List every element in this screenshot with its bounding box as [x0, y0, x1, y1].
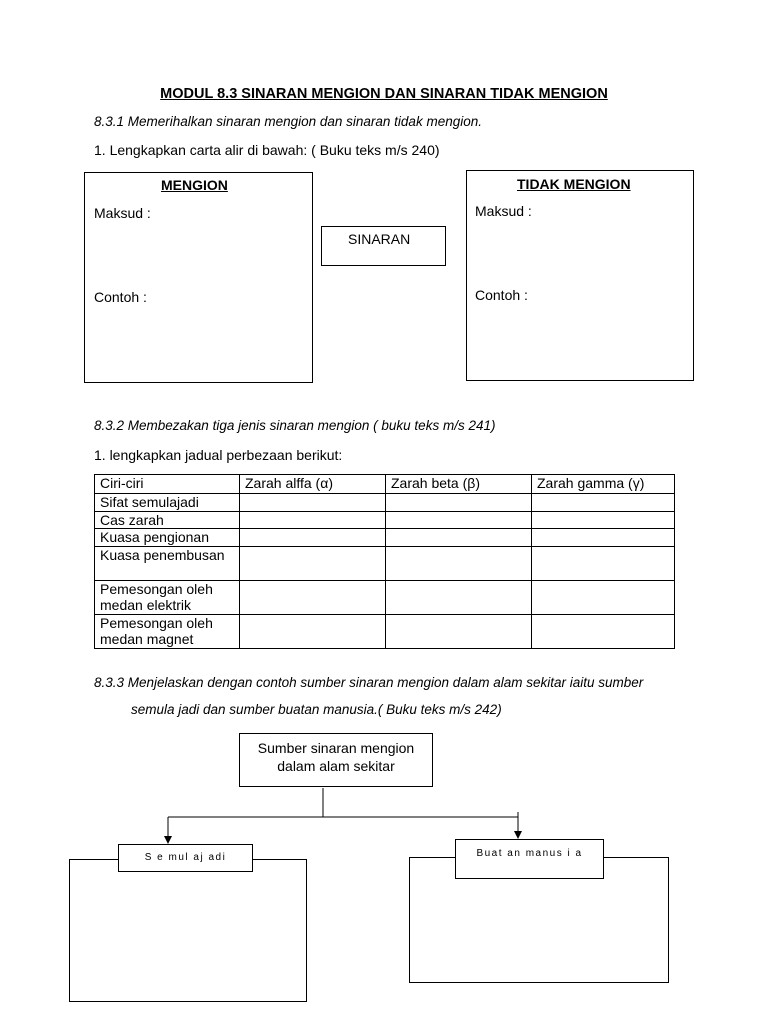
section-8-3-3-heading-line1: 8.3.3 Menjelaskan dengan contoh sumber sinaran mengion dalam alam sekitar iaitu sumber — [94, 675, 644, 690]
section-8-3-2-heading: 8.3.2 Membezakan tiga jenis sinaran mengion ( buku teks m/s 241) — [94, 418, 496, 433]
table-row-label: Pemesongan oleh medan magnet — [95, 615, 240, 649]
section-8-3-3-heading-line2: semula jadi dan sumber buatan manusia.( Buku teks m/s 242) — [131, 702, 502, 717]
table-header-cell: Zarah beta (β) — [386, 475, 532, 494]
section-8-3-1-heading: 8.3.1 Memerihalkan sinaran mengion dan sinaran tidak mengion. — [94, 114, 482, 129]
semulajadi-label-box — [118, 844, 253, 872]
table-row-label: Sifat semulajadi — [95, 494, 240, 512]
tidak-mengion-maksud-label: Maksud : — [475, 203, 532, 219]
mengion-maksud-label: Maksud : — [94, 205, 151, 221]
table-row-label: Kuasa penembusan — [95, 547, 240, 581]
tidak-mengion-contoh-label: Contoh : — [475, 287, 528, 303]
page-title: MODUL 8.3 SINARAN MENGION DAN SINARAN TIDAK MENGION — [160, 86, 608, 102]
arrow-right-icon — [514, 831, 522, 839]
mengion-contoh-label: Contoh : — [94, 289, 147, 305]
root-source-label: Sumber sinaran mengion dalam alam sekitar — [257, 740, 415, 774]
section-8-3-1-instruction: 1. Lengkapkan carta alir di bawah: ( Buku teks m/s 240) — [94, 142, 440, 158]
arrow-left-icon — [164, 836, 172, 844]
table-header-cell: Ciri-ciri — [95, 475, 240, 494]
sinaran-label: SINARAN — [348, 231, 411, 247]
section-8-3-2-instruction: 1. lengkapkan jadual perbezaan berikut: — [94, 447, 343, 463]
semulajadi-answer-box[interactable] — [69, 859, 307, 1002]
table-header-cell: Zarah gamma (γ) — [532, 475, 675, 494]
semulajadi-label: S e mul aj adi — [144, 852, 227, 863]
tidak-mengion-title: TIDAK MENGION — [517, 176, 631, 192]
mengion-title: MENGION — [161, 177, 228, 193]
table-row-label: Pemesongan oleh medan elektrik — [95, 581, 240, 615]
table-row-label: Cas zarah — [95, 512, 240, 529]
table-header-cell: Zarah alffa (α) — [240, 475, 386, 494]
buatan-manusia-label-box — [455, 839, 604, 879]
buatan-manusia-label: Buat an manus i a — [476, 848, 583, 859]
table-row-label: Kuasa pengionan — [95, 529, 240, 547]
